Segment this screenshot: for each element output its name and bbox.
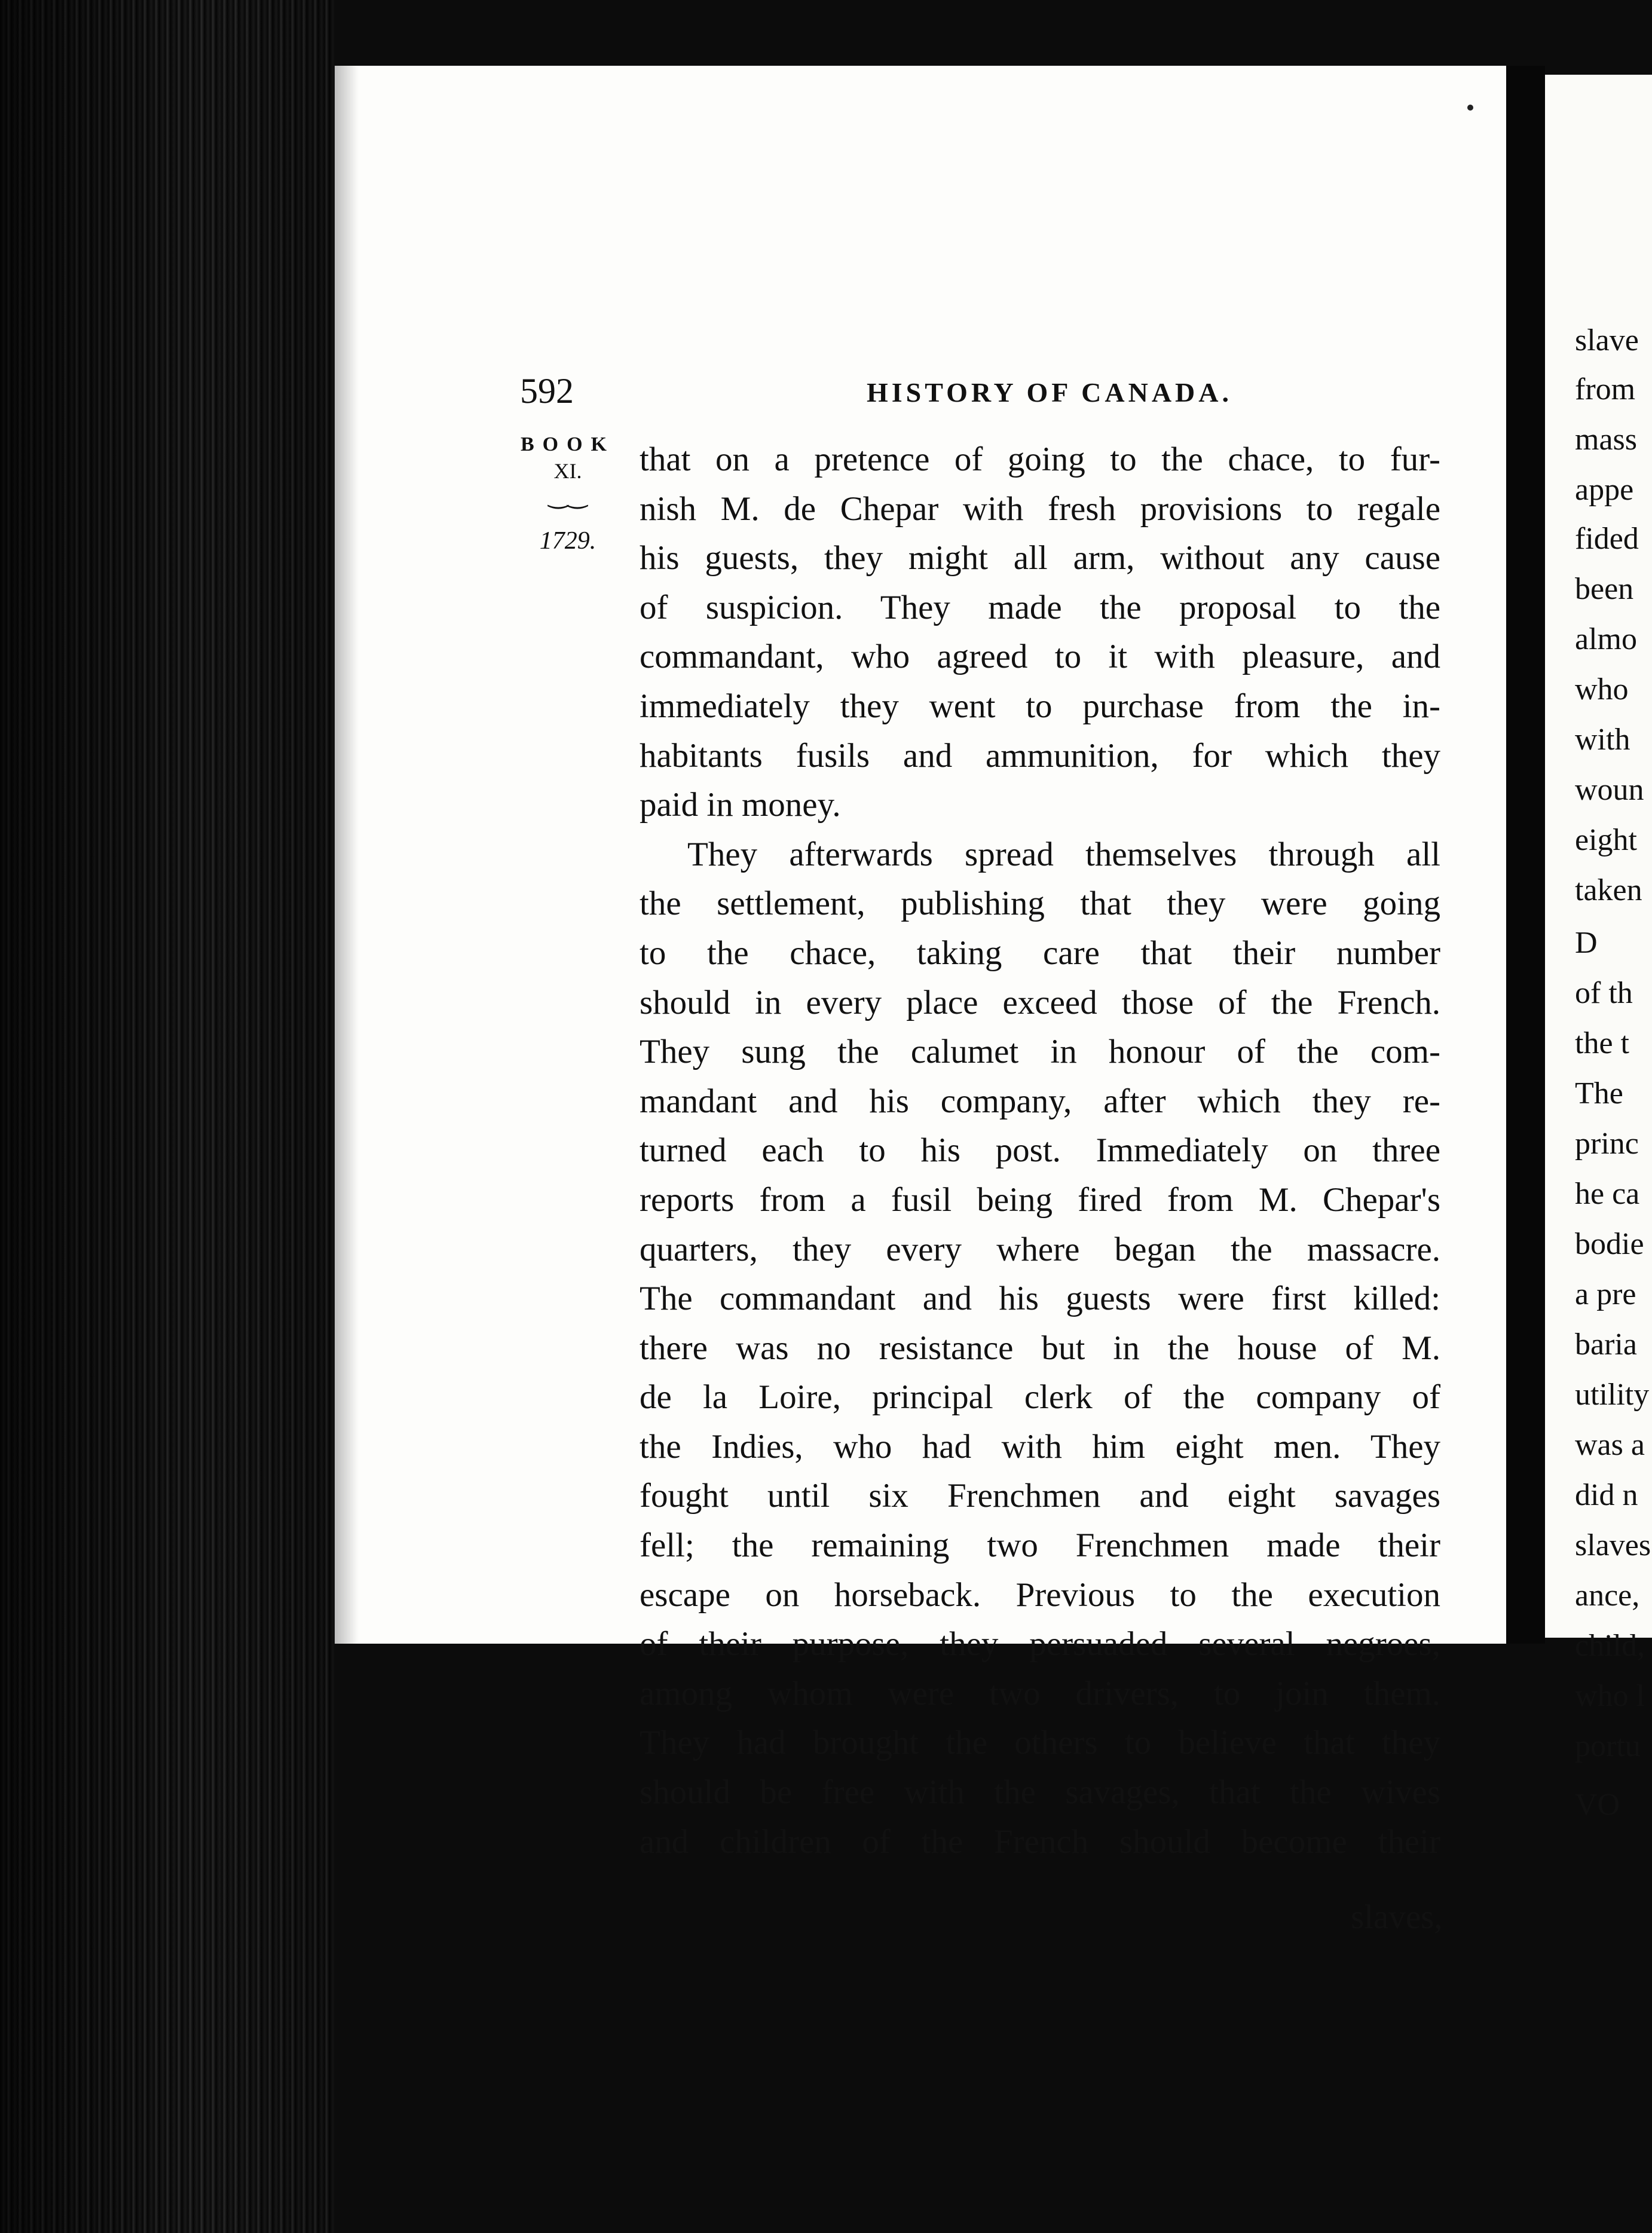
- text-line: They afterwards spread themselves through all: [687, 835, 1440, 873]
- margin-book-number: XI.: [553, 459, 582, 483]
- catchword: slaves,: [1351, 1898, 1443, 1936]
- text-line: there was no resistance but in the house of M.: [640, 1329, 1440, 1367]
- page-divider: [1506, 66, 1545, 1644]
- text-line: among whom were two drivers, to join them.: [640, 1674, 1440, 1712]
- right-page-fragment: slaves: [1575, 1528, 1651, 1562]
- text-line: de la Loire, principal clerk of the company of: [640, 1378, 1440, 1417]
- left-page: [335, 66, 1506, 1936]
- right-page-edge: [1545, 75, 1652, 1822]
- text-line: habitants fusils and ammunition, for which they: [640, 736, 1440, 775]
- page-gutter-shadow: [335, 66, 359, 1644]
- text-line: fell; the remaining two Frenchmen made their: [640, 1527, 1440, 1565]
- text-line: of suspicion. They made the proposal to the: [640, 588, 1440, 626]
- right-page-fragment: with: [1575, 723, 1630, 757]
- right-page-fragment: fided: [1575, 522, 1639, 556]
- text-line: turned each to his post. Immediately on three: [640, 1131, 1440, 1170]
- text-line: reports from a fusil being fired from M. Chepar's: [640, 1180, 1440, 1219]
- right-page-fragment: appe: [1575, 473, 1634, 507]
- right-page-fragment: baria: [1575, 1327, 1637, 1362]
- text-line: of their purpose, they persuaded several negroes,: [640, 1625, 1440, 1663]
- margin-year: 1729.: [539, 527, 596, 555]
- text-line: They sung the calumet in honour of the com-: [640, 1033, 1440, 1071]
- right-page-fragment: was a: [1575, 1428, 1645, 1462]
- text-line: and children of the French should become their: [640, 1822, 1440, 1861]
- right-page-fragment: princ: [1575, 1127, 1639, 1161]
- text-line: paid in money.: [640, 786, 841, 824]
- right-page-fragment: ance,: [1575, 1579, 1640, 1613]
- text-line: commandant, who agreed to it with pleasure, and: [640, 638, 1440, 676]
- right-page-fragment: who l: [1575, 1679, 1645, 1713]
- right-page-fragment: child,: [1575, 1629, 1645, 1663]
- right-page-fragment: of th: [1575, 976, 1633, 1010]
- right-page-fragment: he ca: [1575, 1177, 1640, 1211]
- right-page-fragment: did n: [1575, 1478, 1638, 1512]
- right-page-fragment: almo: [1575, 622, 1637, 656]
- ink-speck: [1467, 105, 1473, 111]
- text-line: quarters, they every where began the massacre.: [640, 1230, 1440, 1268]
- text-line: should in every place exceed those of the French.: [640, 983, 1440, 1021]
- right-page-fragment: bodie: [1575, 1227, 1644, 1261]
- right-page-fragment: eight: [1575, 823, 1637, 857]
- text-line: his guests, they might all arm, without any cause: [640, 539, 1440, 577]
- text-line: mandant and his company, after which they re-: [640, 1082, 1440, 1120]
- running-title: HISTORY OF CANADA.: [867, 377, 1233, 408]
- right-page-fragment: taken: [1575, 873, 1642, 907]
- text-line: nish M. de Chepar with fresh provisions to regale: [640, 490, 1440, 528]
- right-page-fragment: a pre: [1575, 1277, 1636, 1311]
- margin-note: [517, 433, 619, 555]
- text-line: They had brought the others to believe that they: [640, 1724, 1440, 1762]
- text-line: should be free with the savages, that the wives: [640, 1773, 1440, 1812]
- right-page-fragment: woun: [1575, 773, 1644, 807]
- margin-book-label: BOOK: [520, 433, 616, 455]
- page-number: 592: [520, 371, 574, 411]
- text-line: to the chace, taking care that their number: [640, 934, 1440, 972]
- right-page-fragment: from: [1575, 372, 1636, 406]
- text-line: fought until six Frenchmen and eight savages: [640, 1477, 1440, 1515]
- right-page-fragment: who: [1575, 672, 1629, 706]
- right-page-fragment: slave: [1575, 323, 1639, 357]
- text-line: escape on horseback. Previous to the execution: [640, 1576, 1440, 1614]
- right-page-fragment: VO: [1575, 1788, 1620, 1822]
- text-line: the settlement, publishing that they were going: [640, 885, 1440, 923]
- text-line: that on a pretence of going to the chace, to fur-: [640, 441, 1440, 478]
- margin-brace: ‿‿: [548, 482, 588, 509]
- right-page-fragment: the t: [1575, 1026, 1629, 1060]
- book-binding: [0, 0, 335, 2233]
- right-page-fragment: mass: [1575, 423, 1637, 457]
- right-page-fragment: been: [1575, 572, 1634, 606]
- text-line: immediately they went to purchase from the in-: [640, 687, 1440, 725]
- text-line: the Indies, who had with him eight men. They: [640, 1427, 1440, 1466]
- text-line: The commandant and his guests were first killed:: [640, 1280, 1440, 1318]
- right-page-fragment: D: [1575, 926, 1598, 960]
- right-page-fragment: utility: [1575, 1378, 1650, 1412]
- running-head: [335, 371, 1506, 418]
- right-page-fragment: portu: [1575, 1729, 1641, 1763]
- right-page-fragment: The: [1575, 1076, 1623, 1111]
- body-text: [640, 435, 1440, 1867]
